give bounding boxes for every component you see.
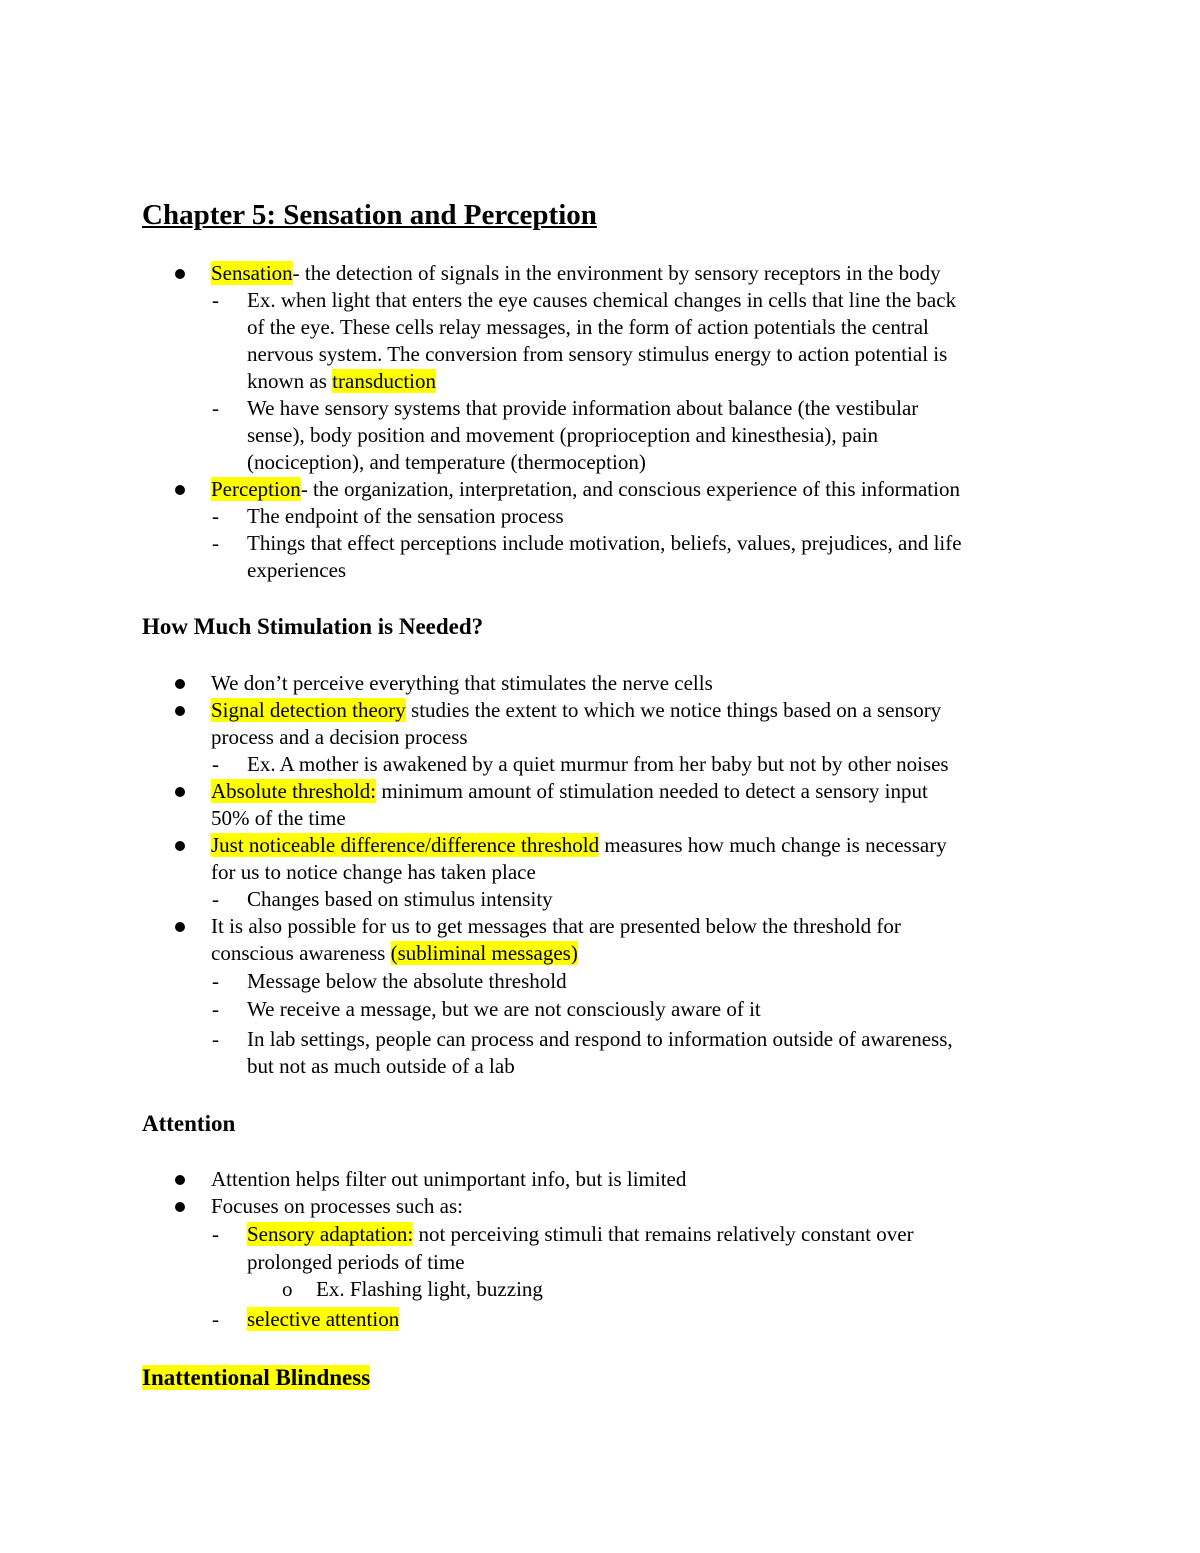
section-heading-highlighted: Inattentional Blindness [142,1365,371,1390]
dash-icon: - [212,396,219,420]
bullet-icon [175,679,185,689]
highlighted-term: selective attention [247,1307,400,1331]
section-heading: Attention [142,1111,236,1136]
circle-bullet-icon: o [282,1277,293,1301]
section-heading: How Much Stimulation is Needed? [142,614,484,639]
dash-icon: - [212,531,219,555]
dash-icon: - [212,969,219,993]
page-title: Chapter 5: Sensation and Perception [142,199,597,231]
dash-icon: - [212,1307,219,1331]
highlighted-term: Sensation [211,261,293,285]
bullet-icon [175,841,185,851]
dash-icon: - [212,1222,219,1246]
document-page: Chapter 5: Sensation and Perception Sensation- the detection of signals in the environment by sensory receptors in the body - Ex. when light that enters the eye causes chemical changes in cells that line the back of the eye. These cells relay messages, in the form of action potentials the central nervous system. The conversion from sensory stimulus energy to action potential is known as transduction - We have sensory systems that provide information about balance (the vestibular sense), body position and movement (proprioception and kinesthesia), pain (nociception), and temperature (thermoception) Perception- the organization, interpretation, and conscious experience of this information - The endpoint of the sensation process - Things that effect perceptions include motivation, beliefs, values, prejudices, and life experiences How Much Stimulation is Needed? We don’t perceive everything that stimulates the nerve cells Signal detection theory studies the extent to which we notice things based on a sensory process and a decision process - Ex. A mother is awakened by a quiet murmur from her baby but not by other noises Absolute threshold: minimum amount of stimulation needed to detect a sensory input 50% of the time Just noticeable difference/difference threshold measures how much change is necessary for us to notice change has taken place - Changes based on stimulus intensity It is also possible for us to get messages that are presented below the threshold for conscious awareness (subliminal messages) - Message below the absolute threshold - We receive a message, but we are not consciously aware of it - In lab settings, people can process and respond to information outside of awareness, but not as much outside of a lab Attention Attention helps filter out unimportant info, but is limited Focuses on processes such as: - Sensory adaptation: not perceiving stimuli that remains relatively constant over prolonged periods of time o Ex. Flashing light, buzzing - selective attention Inattentional Blindness [142,199,962,1390]
highlighted-term: (subliminal messages) [390,941,578,965]
highlighted-term: Signal detection theory [211,698,406,722]
bullet-icon [175,269,185,279]
highlighted-term: Sensory adaptation: [247,1222,414,1246]
highlighted-term: Absolute threshold: [211,779,377,803]
dash-icon: - [212,997,219,1021]
dash-icon: - [212,752,219,776]
highlighted-term: transduction [332,369,436,393]
highlighted-term: Just noticeable difference/difference threshold [211,833,600,857]
dash-icon: - [212,504,219,528]
bullet-icon [175,787,185,797]
dash-icon: - [212,1027,219,1051]
highlighted-term: Perception [211,477,301,501]
bullet-icon [175,485,185,495]
bullet-icon [175,706,185,716]
dash-icon: - [212,288,219,312]
bullet-icon [175,922,185,932]
dash-icon: - [212,887,219,911]
bullet-icon [175,1175,185,1185]
bullet-icon [175,1202,185,1212]
